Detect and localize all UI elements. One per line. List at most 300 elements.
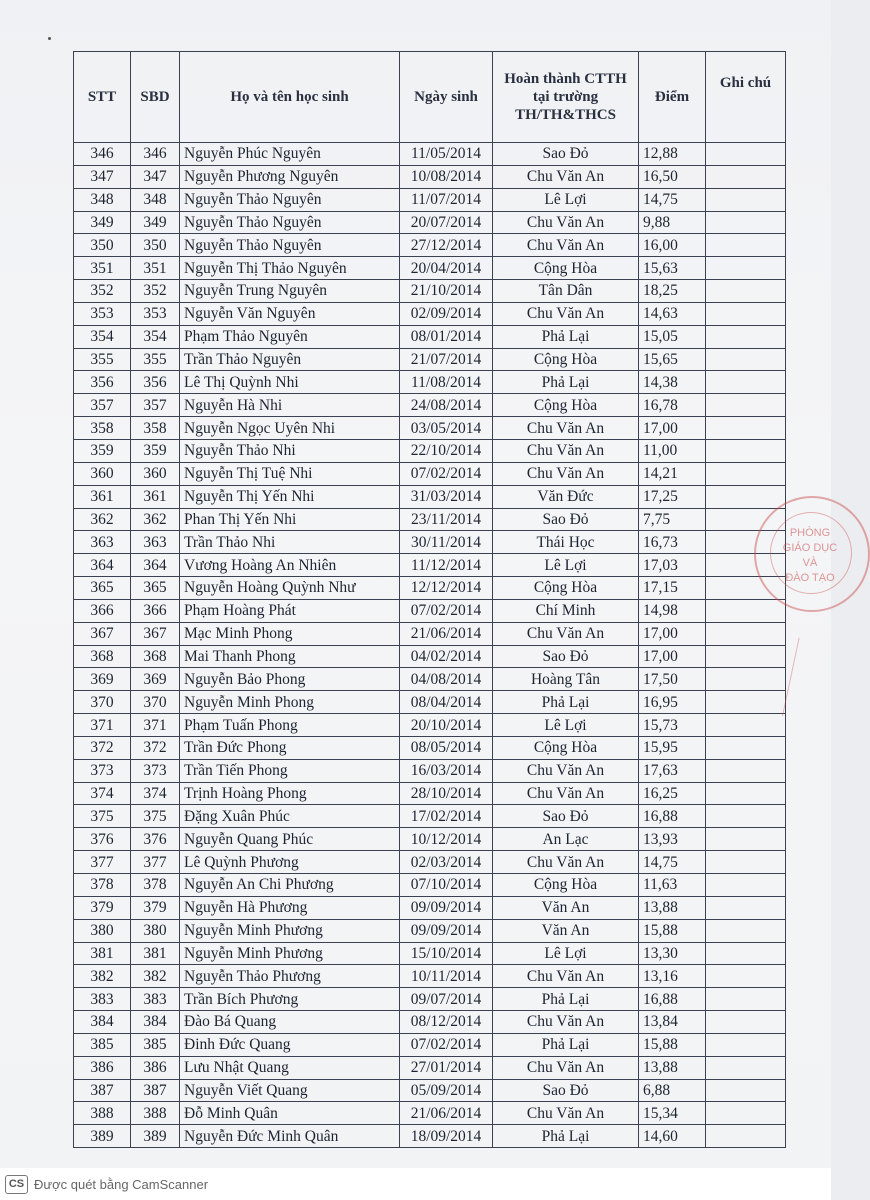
cell-dob: 11/05/2014 <box>400 143 493 166</box>
cell-stt: 351 <box>74 257 131 280</box>
cell-sbd: 371 <box>131 714 180 737</box>
cell-dob: 07/10/2014 <box>400 874 493 897</box>
cell-name: Phạm Hoàng Phát <box>180 599 400 622</box>
cell-note <box>706 668 786 691</box>
cell-score: 14,98 <box>639 599 706 622</box>
cell-score: 15,63 <box>639 257 706 280</box>
cell-name: Nguyễn Hà Phương <box>180 896 400 919</box>
cell-note <box>706 462 786 485</box>
cell-name: Trần Tiến Phong <box>180 759 400 782</box>
cell-school: Tân Dân <box>493 280 639 303</box>
table-row <box>74 896 786 919</box>
cell-score: 14,75 <box>639 188 706 211</box>
cell-name: Nguyễn Đức Minh Quân <box>180 1125 400 1148</box>
cell-sbd: 377 <box>131 851 180 874</box>
table-row <box>74 668 786 691</box>
cell-sbd: 350 <box>131 234 180 257</box>
cell-stt: 347 <box>74 165 131 188</box>
cell-score: 13,30 <box>639 942 706 965</box>
cell-score: 15,73 <box>639 714 706 737</box>
table-row <box>74 1033 786 1056</box>
table-row <box>74 348 786 371</box>
cell-score: 17,00 <box>639 645 706 668</box>
cell-dob: 20/04/2014 <box>400 257 493 280</box>
cell-note <box>706 691 786 714</box>
cell-note <box>706 394 786 417</box>
cell-dob: 04/02/2014 <box>400 645 493 668</box>
scan-dot <box>48 37 51 40</box>
table-row <box>74 599 786 622</box>
cell-sbd: 385 <box>131 1033 180 1056</box>
table-row <box>74 508 786 531</box>
cell-name: Phạm Thảo Nguyên <box>180 325 400 348</box>
cell-name: Nguyễn Minh Phương <box>180 919 400 942</box>
cell-stt: 376 <box>74 828 131 851</box>
cell-sbd: 368 <box>131 645 180 668</box>
cell-score: 17,00 <box>639 622 706 645</box>
cell-name: Đặng Xuân Phúc <box>180 805 400 828</box>
cell-stt: 386 <box>74 1056 131 1079</box>
cell-note <box>706 1056 786 1079</box>
cell-score: 16,88 <box>639 805 706 828</box>
cell-sbd: 346 <box>131 143 180 166</box>
cell-stt: 353 <box>74 302 131 325</box>
cell-score: 15,34 <box>639 1102 706 1125</box>
cell-school: Sao Đỏ <box>493 143 639 166</box>
cell-name: Nguyễn Phúc Nguyên <box>180 143 400 166</box>
cell-note <box>706 896 786 919</box>
cell-sbd: 360 <box>131 462 180 485</box>
cell-sbd: 388 <box>131 1102 180 1125</box>
cell-school: Lê Lợi <box>493 188 639 211</box>
cell-score: 11,00 <box>639 439 706 462</box>
cell-note <box>706 851 786 874</box>
header-name: Họ và tên học sinh <box>180 52 400 143</box>
cell-sbd: 366 <box>131 599 180 622</box>
cell-stt: 350 <box>74 234 131 257</box>
cell-note <box>706 348 786 371</box>
cell-stt: 382 <box>74 965 131 988</box>
cell-score: 15,05 <box>639 325 706 348</box>
table-row <box>74 280 786 303</box>
cell-score: 6,88 <box>639 1079 706 1102</box>
cell-sbd: 355 <box>131 348 180 371</box>
cell-stt: 348 <box>74 188 131 211</box>
cell-school: Phả Lại <box>493 691 639 714</box>
cell-name: Đào Bá Quang <box>180 1011 400 1034</box>
cell-score: 17,50 <box>639 668 706 691</box>
cell-sbd: 376 <box>131 828 180 851</box>
cell-school: Chu Văn An <box>493 965 639 988</box>
cell-name: Phan Thị Yến Nhi <box>180 508 400 531</box>
cell-sbd: 370 <box>131 691 180 714</box>
cell-dob: 28/10/2014 <box>400 782 493 805</box>
cell-school: Chu Văn An <box>493 417 639 440</box>
cell-school: Văn An <box>493 896 639 919</box>
cell-school: Phả Lại <box>493 325 639 348</box>
cell-score: 11,63 <box>639 874 706 897</box>
cell-sbd: 352 <box>131 280 180 303</box>
cell-dob: 07/02/2014 <box>400 1033 493 1056</box>
table-row <box>74 919 786 942</box>
cell-school: Văn An <box>493 919 639 942</box>
cell-sbd: 380 <box>131 919 180 942</box>
table-row <box>74 1079 786 1102</box>
cell-school: Chu Văn An <box>493 211 639 234</box>
cell-dob: 08/12/2014 <box>400 1011 493 1034</box>
cell-score: 12,88 <box>639 143 706 166</box>
camscanner-logo-icon: CS <box>5 1175 28 1194</box>
cell-stt: 364 <box>74 554 131 577</box>
cell-stt: 357 <box>74 394 131 417</box>
cell-note <box>706 736 786 759</box>
cell-stt: 366 <box>74 599 131 622</box>
cell-sbd: 358 <box>131 417 180 440</box>
cell-dob: 27/01/2014 <box>400 1056 493 1079</box>
cell-stt: 365 <box>74 577 131 600</box>
cell-score: 17,00 <box>639 417 706 440</box>
cell-name: Phạm Tuấn Phong <box>180 714 400 737</box>
cell-dob: 02/09/2014 <box>400 302 493 325</box>
cell-dob: 21/06/2014 <box>400 1102 493 1125</box>
cell-dob: 10/08/2014 <box>400 165 493 188</box>
cell-dob: 10/11/2014 <box>400 965 493 988</box>
cell-dob: 11/08/2014 <box>400 371 493 394</box>
cell-sbd: 389 <box>131 1125 180 1148</box>
cell-score: 15,95 <box>639 736 706 759</box>
cell-stt: 384 <box>74 1011 131 1034</box>
cell-score: 16,95 <box>639 691 706 714</box>
cell-note <box>706 1125 786 1148</box>
cell-dob: 11/12/2014 <box>400 554 493 577</box>
cell-school: Chu Văn An <box>493 622 639 645</box>
cell-stt: 388 <box>74 1102 131 1125</box>
table-row <box>74 325 786 348</box>
cell-score: 17,63 <box>639 759 706 782</box>
cell-name: Trần Đức Phong <box>180 736 400 759</box>
cell-sbd: 357 <box>131 394 180 417</box>
cell-stt: 352 <box>74 280 131 303</box>
table-row <box>74 485 786 508</box>
cell-dob: 04/08/2014 <box>400 668 493 691</box>
cell-dob: 22/10/2014 <box>400 439 493 462</box>
cell-stt: 374 <box>74 782 131 805</box>
cell-school: Lê Lợi <box>493 554 639 577</box>
cell-dob: 09/07/2014 <box>400 988 493 1011</box>
cell-school: Cộng Hòa <box>493 394 639 417</box>
cell-dob: 30/11/2014 <box>400 531 493 554</box>
cell-score: 14,21 <box>639 462 706 485</box>
cell-stt: 381 <box>74 942 131 965</box>
cell-dob: 09/09/2014 <box>400 896 493 919</box>
table-row <box>74 188 786 211</box>
cell-note <box>706 165 786 188</box>
cell-stt: 349 <box>74 211 131 234</box>
cell-note <box>706 234 786 257</box>
header-score: Điểm <box>639 52 706 143</box>
cell-score: 13,93 <box>639 828 706 851</box>
cell-dob: 08/04/2014 <box>400 691 493 714</box>
table-row <box>74 1011 786 1034</box>
header-sbd: SBD <box>131 52 180 143</box>
cell-school: Phả Lại <box>493 371 639 394</box>
table-row <box>74 462 786 485</box>
cell-note <box>706 714 786 737</box>
cell-dob: 24/08/2014 <box>400 394 493 417</box>
table-row <box>74 302 786 325</box>
cell-score: 13,16 <box>639 965 706 988</box>
cell-name: Đinh Đức Quang <box>180 1033 400 1056</box>
cell-name: Lưu Nhật Quang <box>180 1056 400 1079</box>
cell-note <box>706 439 786 462</box>
header-stt: STT <box>74 52 131 143</box>
cell-score: 13,88 <box>639 896 706 919</box>
table-row <box>74 965 786 988</box>
cell-name: Mai Thanh Phong <box>180 645 400 668</box>
cell-stt: 354 <box>74 325 131 348</box>
cell-sbd: 356 <box>131 371 180 394</box>
cell-school: Chu Văn An <box>493 1056 639 1079</box>
cell-score: 13,88 <box>639 1056 706 1079</box>
cell-school: Cộng Hòa <box>493 577 639 600</box>
table-row <box>74 988 786 1011</box>
cell-note <box>706 599 786 622</box>
cell-dob: 16/03/2014 <box>400 759 493 782</box>
cell-sbd: 359 <box>131 439 180 462</box>
cell-school: Chu Văn An <box>493 782 639 805</box>
table-row <box>74 394 786 417</box>
cell-name: Nguyễn Minh Phương <box>180 942 400 965</box>
cell-name: Nguyễn Thị Yến Nhi <box>180 485 400 508</box>
header-school-line1: Hoàn thành CTTH <box>504 71 627 87</box>
cell-school: Phả Lại <box>493 988 639 1011</box>
cell-note <box>706 1079 786 1102</box>
cell-sbd: 382 <box>131 965 180 988</box>
cell-school: Chí Minh <box>493 599 639 622</box>
cell-stt: 380 <box>74 919 131 942</box>
cell-school: Chu Văn An <box>493 462 639 485</box>
table-row <box>74 211 786 234</box>
cell-sbd: 373 <box>131 759 180 782</box>
cell-stt: 383 <box>74 988 131 1011</box>
cell-name: Nguyễn Thảo Nguyên <box>180 188 400 211</box>
cell-note <box>706 188 786 211</box>
cell-score: 13,84 <box>639 1011 706 1034</box>
header-note: Ghi chú <box>706 52 786 143</box>
cell-school: An Lạc <box>493 828 639 851</box>
cell-stt: 379 <box>74 896 131 919</box>
cell-school: Cộng Hòa <box>493 736 639 759</box>
table-row <box>74 1125 786 1148</box>
cell-sbd: 354 <box>131 325 180 348</box>
table-row <box>74 942 786 965</box>
cell-score: 9,88 <box>639 211 706 234</box>
cell-score: 16,25 <box>639 782 706 805</box>
table-row <box>74 759 786 782</box>
cell-stt: 371 <box>74 714 131 737</box>
cell-note <box>706 1011 786 1034</box>
table-row <box>74 691 786 714</box>
cell-school: Hoàng Tân <box>493 668 639 691</box>
cell-dob: 23/11/2014 <box>400 508 493 531</box>
cell-dob: 18/09/2014 <box>400 1125 493 1148</box>
cell-score: 16,88 <box>639 988 706 1011</box>
cell-score: 17,15 <box>639 577 706 600</box>
cell-name: Nguyễn Thảo Nguyên <box>180 211 400 234</box>
cell-dob: 07/02/2014 <box>400 462 493 485</box>
table-row <box>74 622 786 645</box>
cell-stt: 373 <box>74 759 131 782</box>
cell-name: Nguyễn Thị Tuệ Nhi <box>180 462 400 485</box>
cell-name: Mạc Minh Phong <box>180 622 400 645</box>
cell-stt: 387 <box>74 1079 131 1102</box>
cell-dob: 08/05/2014 <box>400 736 493 759</box>
cell-name: Nguyễn Thị Thảo Nguyên <box>180 257 400 280</box>
signature-mark <box>782 638 829 723</box>
cell-note <box>706 1102 786 1125</box>
cell-sbd: 372 <box>131 736 180 759</box>
stamp-line: VÀ <box>802 557 818 569</box>
cell-note <box>706 759 786 782</box>
cell-sbd: 381 <box>131 942 180 965</box>
cell-dob: 11/07/2014 <box>400 188 493 211</box>
header-dob: Ngày sinh <box>400 52 493 143</box>
cell-name: Nguyễn Hoàng Quỳnh Như <box>180 577 400 600</box>
cell-note <box>706 622 786 645</box>
cell-score: 16,73 <box>639 531 706 554</box>
cell-name: Nguyễn Thảo Nhi <box>180 439 400 462</box>
table-row <box>74 805 786 828</box>
cell-note <box>706 1033 786 1056</box>
cell-sbd: 379 <box>131 896 180 919</box>
table-row <box>74 714 786 737</box>
cell-dob: 21/07/2014 <box>400 348 493 371</box>
cell-stt: 372 <box>74 736 131 759</box>
cell-sbd: 364 <box>131 554 180 577</box>
cell-school: Phả Lại <box>493 1125 639 1148</box>
cell-school: Thái Học <box>493 531 639 554</box>
cell-note <box>706 828 786 851</box>
cell-sbd: 375 <box>131 805 180 828</box>
cell-name: Lê Quỳnh Phương <box>180 851 400 874</box>
cell-sbd: 353 <box>131 302 180 325</box>
cell-name: Trần Thảo Nguyên <box>180 348 400 371</box>
cell-dob: 12/12/2014 <box>400 577 493 600</box>
cell-stt: 367 <box>74 622 131 645</box>
cell-school: Văn Đức <box>493 485 639 508</box>
cell-name: Nguyễn Minh Phong <box>180 691 400 714</box>
cell-note <box>706 371 786 394</box>
cell-sbd: 349 <box>131 211 180 234</box>
cell-dob: 15/10/2014 <box>400 942 493 965</box>
cell-dob: 05/09/2014 <box>400 1079 493 1102</box>
cell-stt: 370 <box>74 691 131 714</box>
cell-score: 14,63 <box>639 302 706 325</box>
table-row <box>74 417 786 440</box>
cell-sbd: 365 <box>131 577 180 600</box>
table-row <box>74 1102 786 1125</box>
cell-school: Sao Đỏ <box>493 508 639 531</box>
cell-name: Nguyễn Bảo Phong <box>180 668 400 691</box>
table-row <box>74 234 786 257</box>
cell-note <box>706 325 786 348</box>
cell-sbd: 361 <box>131 485 180 508</box>
cell-score: 15,88 <box>639 919 706 942</box>
table-row <box>74 165 786 188</box>
student-results-table <box>73 51 786 1148</box>
table-row <box>74 645 786 668</box>
cell-dob: 08/01/2014 <box>400 325 493 348</box>
cell-score: 14,75 <box>639 851 706 874</box>
cell-name: Nguyễn Trung Nguyên <box>180 280 400 303</box>
table-row <box>74 439 786 462</box>
cell-name: Nguyễn Thảo Nguyên <box>180 234 400 257</box>
table-row <box>74 531 786 554</box>
cell-school: Sao Đỏ <box>493 645 639 668</box>
cell-dob: 27/12/2014 <box>400 234 493 257</box>
cell-dob: 31/03/2014 <box>400 485 493 508</box>
cell-school: Chu Văn An <box>493 165 639 188</box>
cell-school: Phả Lại <box>493 1033 639 1056</box>
cell-note <box>706 302 786 325</box>
cell-sbd: 383 <box>131 988 180 1011</box>
cell-sbd: 374 <box>131 782 180 805</box>
cell-dob: 20/07/2014 <box>400 211 493 234</box>
header-school-line2: tại trường <box>532 89 599 105</box>
cell-stt: 360 <box>74 462 131 485</box>
table-row <box>74 782 786 805</box>
cell-sbd: 378 <box>131 874 180 897</box>
cell-stt: 363 <box>74 531 131 554</box>
cell-school: Chu Văn An <box>493 1011 639 1034</box>
cell-name: Vương Hoàng An Nhiên <box>180 554 400 577</box>
table-header <box>74 52 786 143</box>
cell-sbd: 348 <box>131 188 180 211</box>
cell-note <box>706 782 786 805</box>
cell-sbd: 363 <box>131 531 180 554</box>
table-row <box>74 371 786 394</box>
table-row <box>74 257 786 280</box>
table-row <box>74 828 786 851</box>
cell-score: 16,50 <box>639 165 706 188</box>
cell-dob: 02/03/2014 <box>400 851 493 874</box>
cell-stt: 358 <box>74 417 131 440</box>
cell-sbd: 386 <box>131 1056 180 1079</box>
cell-name: Nguyễn An Chi Phương <box>180 874 400 897</box>
cell-stt: 355 <box>74 348 131 371</box>
table-row <box>74 851 786 874</box>
cell-note <box>706 874 786 897</box>
table-row <box>74 143 786 166</box>
camscanner-footer-text: Được quét bằng CamScanner <box>34 1176 209 1192</box>
cell-score: 7,75 <box>639 508 706 531</box>
cell-score: 16,78 <box>639 394 706 417</box>
cell-sbd: 384 <box>131 1011 180 1034</box>
cell-stt: 346 <box>74 143 131 166</box>
cell-stt: 378 <box>74 874 131 897</box>
cell-stt: 385 <box>74 1033 131 1056</box>
cell-sbd: 362 <box>131 508 180 531</box>
cell-note <box>706 988 786 1011</box>
cell-note <box>706 211 786 234</box>
cell-dob: 17/02/2014 <box>400 805 493 828</box>
cell-score: 17,03 <box>639 554 706 577</box>
cell-school: Sao Đỏ <box>493 805 639 828</box>
cell-school: Chu Văn An <box>493 759 639 782</box>
table-row <box>74 554 786 577</box>
table-body <box>74 143 786 1148</box>
cell-note <box>706 942 786 965</box>
